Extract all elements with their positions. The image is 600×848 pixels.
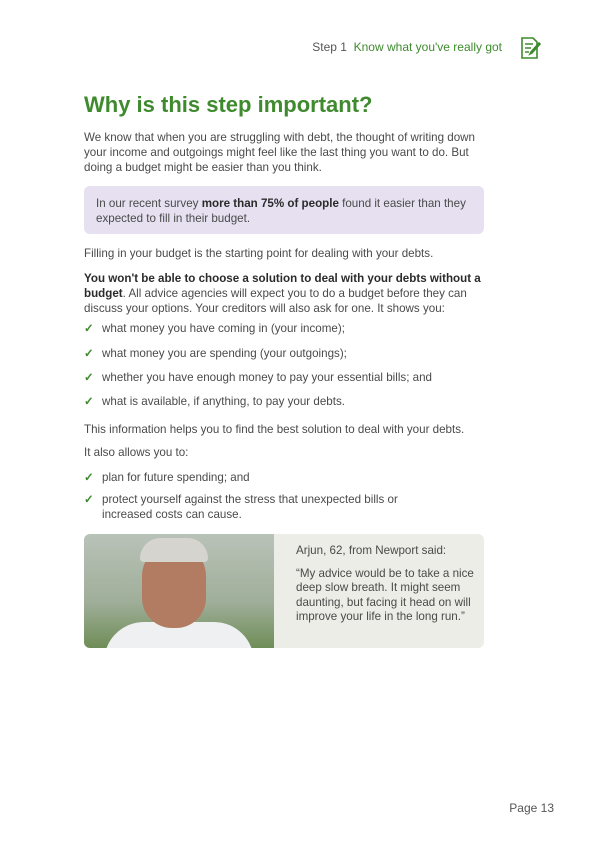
list-text: what is available, if anything, to pay your debts. [102, 395, 345, 408]
list-text: protect yourself against the stress that unexpected bills or increased costs can cause. [102, 493, 398, 521]
text: . All advice agencies will expect you to do a budget before they can discuss your options. Your creditors will also ask for one. It shows you: [84, 287, 467, 315]
callout-text: found it easier than they expected to fill in their budget. [96, 197, 466, 225]
list-item [84, 470, 484, 485]
check-icon: ✓ [84, 471, 94, 484]
list-item [84, 346, 484, 361]
callout-text: In our recent survey [96, 197, 202, 210]
list-text: what money you have coming in (your income); [102, 322, 345, 335]
callout-bold: more than 75% of people [201, 197, 339, 210]
check-icon: ✓ [84, 347, 94, 360]
list-item [84, 321, 484, 336]
list-item [84, 370, 484, 385]
list-text: what money you are spending (your outgoings); [102, 347, 347, 360]
quote-attribution: Arjun, 62, from Newport said: [296, 544, 447, 557]
list-item [84, 492, 414, 522]
intro-paragraph: We know that when you are struggling with debt, the thought of writing down your income and outgoings might feel like the last thing you want to do. But doing a budget might be easier than you think. [84, 131, 475, 174]
check-icon: ✓ [84, 395, 94, 408]
list-item [84, 394, 484, 409]
testimonial-photo [84, 534, 274, 648]
check-icon: ✓ [84, 371, 94, 384]
quote-body: “My advice would be to take a nice deep slow breath. It might seem daunting, but facing it head on will improve your life in the long run.” [296, 566, 474, 623]
page-title: Why is this step important? [84, 92, 373, 117]
step-title: Know what you've really got [353, 40, 502, 54]
check-icon: ✓ [84, 493, 94, 506]
paragraph [84, 271, 489, 316]
page-number: Page 13 [509, 801, 554, 815]
testimonial-text [296, 544, 476, 625]
check-icon: ✓ [84, 322, 94, 335]
running-header [312, 40, 502, 54]
testimonial-card [84, 534, 484, 648]
step-label: Step 1 [312, 40, 347, 54]
list-text: whether you have enough money to pay your essential bills; and [102, 371, 432, 384]
paragraph: Filling in your budget is the starting point for dealing with your debts. [84, 247, 434, 260]
survey-callout [84, 186, 484, 234]
bold-text: You won't be able to choose a solution to deal with your debts without a budget [84, 272, 481, 300]
paragraph: It also allows you to: [84, 446, 189, 459]
list-text: plan for future spending; and [102, 471, 250, 484]
document-pen-icon [519, 36, 543, 60]
paragraph: This information helps you to find the best solution to deal with your debts. [84, 423, 465, 436]
